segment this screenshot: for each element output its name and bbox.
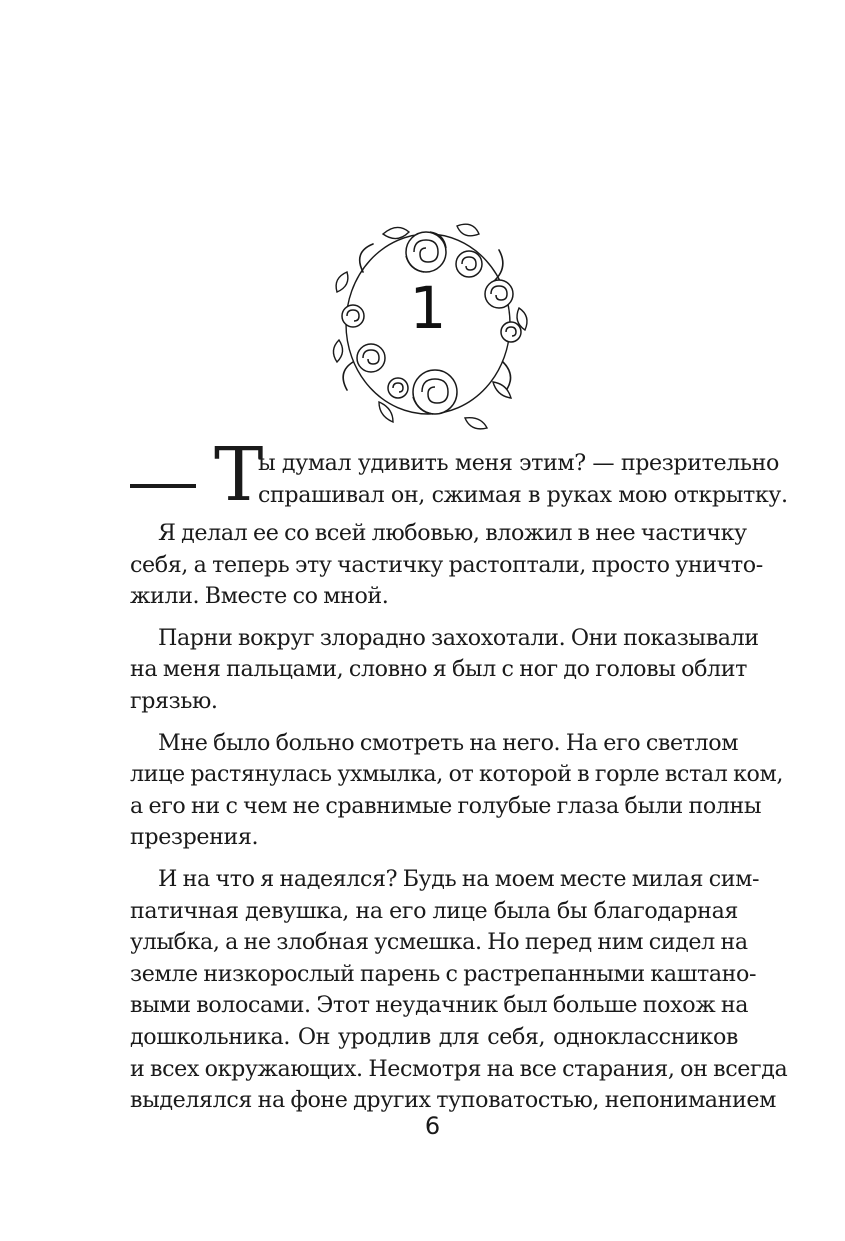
em-dash xyxy=(130,484,196,488)
opening-paragraph xyxy=(130,432,788,518)
text-line: жили. Вместе со мной. xyxy=(130,583,389,610)
text-line: И на что я надеялся? Будь на моем месте милая сим- xyxy=(158,865,760,892)
chapter-text xyxy=(130,432,788,1117)
text-line: и всех окружающих. Несмотря на все старания, он всегда xyxy=(130,1055,788,1082)
text-line: ы думал удивить меня этим? — презрительно xyxy=(258,450,779,476)
text-line: на меня пальцами, словно я был с ног до головы облит xyxy=(130,656,748,683)
paragraph xyxy=(130,854,788,1117)
text-line: грязью. xyxy=(130,687,218,714)
text-line: выделялся на фоне других туповатостью, непониманием xyxy=(130,1087,776,1114)
page-number: 6 xyxy=(424,1112,441,1140)
text-line: Мне было больно смотреть на него. На его светлом xyxy=(158,729,739,756)
text-line: Я делал ее со всей любовью, вложил в нее частичку xyxy=(158,520,747,546)
chapter-number: 1 xyxy=(409,274,447,342)
text-line: патичная девушка, на его лице была бы благодарная xyxy=(130,897,738,924)
text-line: себя, а теперь эту частичку растоптали, просто уничто- xyxy=(130,551,763,578)
paragraph xyxy=(130,508,763,613)
text-line: а его ни с чем не сравнимые голубые глаза были полны xyxy=(130,792,762,819)
paragraph xyxy=(130,613,759,718)
text-line: земле низкорослый парень с растрепанными каштано- xyxy=(130,960,757,987)
text-line: выми волосами. Этот неудачник был больше похож на xyxy=(130,992,749,1019)
text-line: лице растянулась ухмылка, от которой в горле встал ком, xyxy=(130,761,784,788)
text-line: презрения. xyxy=(130,824,259,851)
text-line: дошкольника. Он уродлив для себя, одноклассников xyxy=(130,1023,738,1050)
drop-cap: Т xyxy=(214,432,264,518)
text-line: спрашивал он, сжимая в руках мою открытку. xyxy=(258,482,788,508)
text-line: Парни вокруг злорадно захохотали. Они показывали xyxy=(158,624,759,651)
text-line: улыбка, а не злобная усмешка. Но перед ним сидел на xyxy=(130,929,748,956)
paragraph xyxy=(130,718,784,854)
